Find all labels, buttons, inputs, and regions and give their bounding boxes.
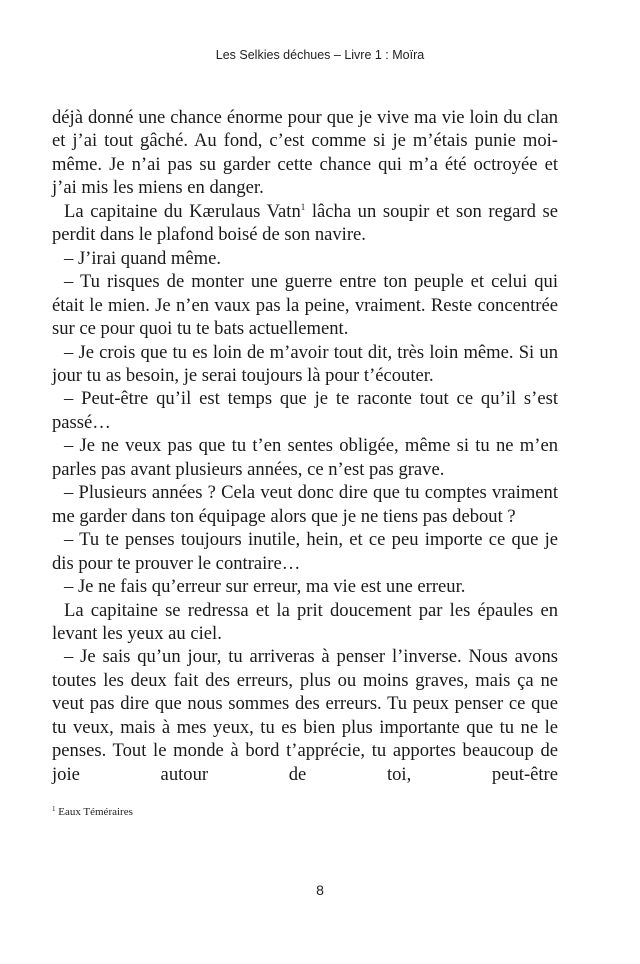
dialogue-line: – Tu te penses toujours inutile, hein, et ce peu importe ce que je dis pour te prouver le contraire… xyxy=(52,529,558,574)
paragraph: déjà donné une chance énorme pour que je vive ma vie loin du clan et j’ai tout gâché. Au fond, c’est comme si je m’étais punie moi-même. Je n’ai pas su garder cette chance qui m’a été octroyée et j’ai mis les miens en danger. xyxy=(52,107,558,199)
dialogue-line: – Je ne veux pas que tu t’en sentes obligée, même si tu ne m’en parles pas avant plusieurs années, ce n’est pas grave. xyxy=(52,435,558,480)
dialogue-line: – Tu risques de monter une guerre entre ton peuple et celui qui était le mien. Je n’en vaux pas la peine, vraiment. Reste concentrée sur ce pour quoi tu te bats actuellement. xyxy=(52,271,558,340)
dialogue-line: – J’irai quand même. xyxy=(64,247,221,269)
body-text xyxy=(52,106,558,786)
footnote-reference: 1 xyxy=(300,201,306,212)
dialogue-line: – Je ne fais qu’erreur sur erreur, ma vie est une erreur. xyxy=(64,576,466,598)
paragraph-text: La capitaine du Kærulaus Vatn xyxy=(64,200,301,222)
footnote-text: Eaux Téméraires xyxy=(55,806,133,818)
footnote xyxy=(52,806,133,818)
footnote-number: 1 xyxy=(52,805,56,813)
paragraph-text: lâcha un soupir et son regard se perdit dans le plafond boisé de son navire. xyxy=(52,200,559,246)
dialogue-line: – Plusieurs années ? Cela veut donc dire que tu comptes vraiment me garder dans ton équipage alors que je ne tiens pas debout ? xyxy=(52,482,558,527)
page-number: 8 xyxy=(316,882,324,898)
paragraph xyxy=(52,200,558,247)
running-header: Les Selkies déchues – Livre 1 : Moïra xyxy=(215,48,425,62)
dialogue-line: – Je crois que tu es loin de m’avoir tout dit, très loin même. Si un jour tu as besoin, je serai toujours là pour t’écouter. xyxy=(52,341,558,386)
dialogue-line: – Peut-être qu’il est temps que je te raconte tout ce qu’il s’est passé… xyxy=(52,388,558,433)
dialogue-line: – Je sais qu’un jour, tu arriveras à penser l’inverse. Nous avons toutes les deux fait des erreurs, plus ou moins graves, mais ça ne veut pas dire que nous sommes des erreurs. Tu peux penser ce que tu veux, mais à mes yeux, tu es bien plus importante que tu ne le penses. Tout le monde à bord t’apprécie, tu apportes beaucoup de joie autour de toi, peut-être xyxy=(52,646,558,785)
paragraph: La capitaine se redressa et la prit doucement par les épaules en levant les yeux au ciel. xyxy=(52,599,558,644)
